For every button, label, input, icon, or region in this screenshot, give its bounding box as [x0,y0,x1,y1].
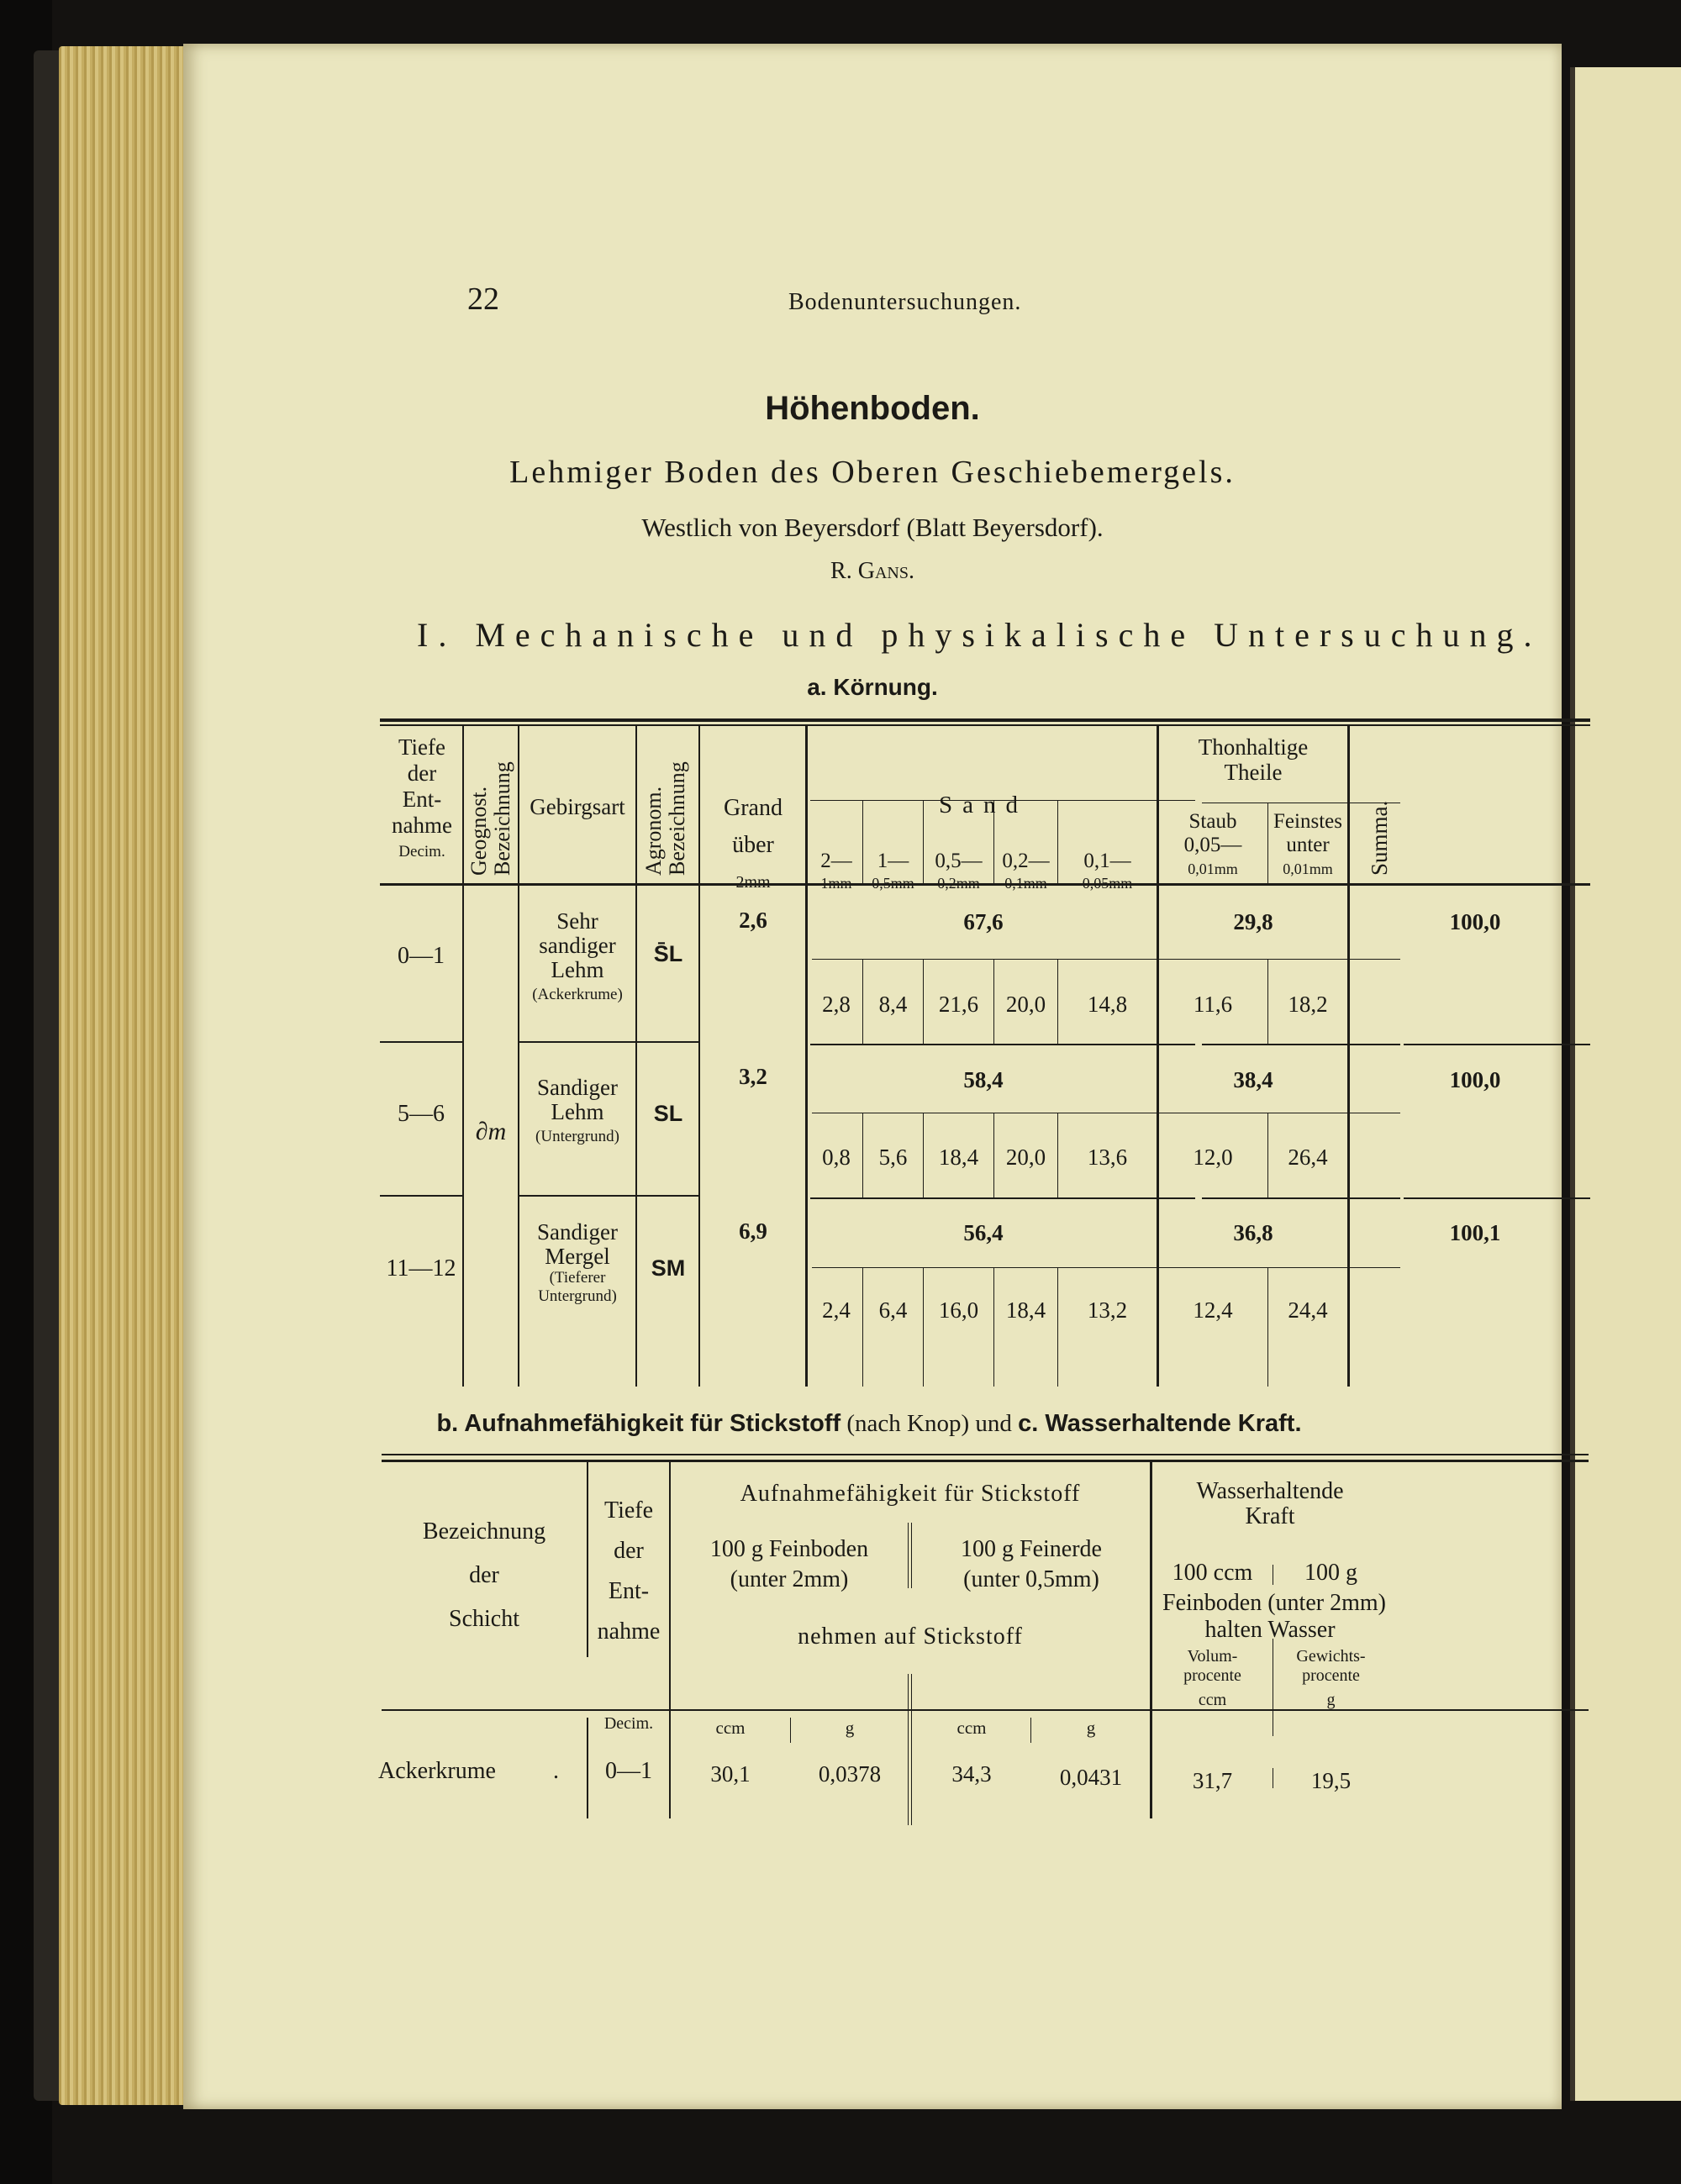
thon-col-unit: 0,01mm [1188,860,1238,877]
row-value-2: 0,0378 [818,1761,882,1787]
row3-thon-total: 36,8 [1233,1220,1273,1245]
header-agronom: Agronom. Bezeichnung [641,761,689,876]
header-tiefe-line: Tiefe [398,734,445,760]
header-100g: 100 g [1304,1560,1357,1586]
thon-col-label: 0,05— [1183,834,1242,856]
sand-col-label: 0,5— [935,850,983,872]
header-tiefe [383,734,461,865]
row-depth: 0—1 [605,1758,652,1784]
col-rule [790,1718,791,1743]
col-rule [1267,1268,1268,1387]
unit-g-2: g [1086,1718,1096,1738]
header-summa: Summa. [1367,800,1392,876]
sand-col-label: 0,1— [1083,850,1131,872]
row1-sand-3: 21,6 [938,992,979,1017]
sand-col-unit: 0,2mm [937,875,980,892]
header-grand [700,790,806,901]
header-line: Tiefe [603,1497,654,1524]
total-sep [812,1267,1400,1268]
header-staub [1159,810,1267,881]
header-gebirgsart: Gebirgsart [530,794,625,819]
header-bezeichnung [382,1510,587,1641]
subtitle: Lehmiger Boden des Oberen Geschiebemergels. [509,455,1236,490]
table-b-top-rule [382,1454,1589,1455]
location: Westlich von Beyersdorf (Blatt Beyersdorf). [641,513,1104,542]
col-rule [462,726,464,1387]
row1-sand-1: 2,8 [822,992,851,1017]
header-tiefe-line: nahme [392,813,452,838]
row-value-5: 31,7 [1192,1768,1233,1793]
row3-sand-total: 56,4 [963,1220,1004,1245]
header-tiefe-unit: Decim. [398,843,445,860]
row2-sand-5: 13,6 [1087,1145,1128,1170]
header-sand-col-3 [924,850,993,894]
col-rule [1347,726,1350,1387]
row-value-4: 0,0431 [1059,1765,1123,1790]
row1-sand-2: 8,4 [878,992,908,1017]
header-tiefe-b [588,1491,669,1652]
thon-col-label: Feinstes [1273,810,1342,833]
row2-sand-1: 0,8 [822,1145,851,1170]
header-gewichts [1274,1647,1388,1710]
row2-rock [519,1076,635,1149]
row-value-3: 34,3 [951,1761,992,1787]
header-wasser [1152,1479,1388,1529]
row3-sand-2: 6,4 [878,1297,908,1323]
header-geognost: Geognost. Bezeichnung [466,761,514,876]
header-feinboden-2mm: Feinboden (unter 2mm) [1162,1590,1386,1616]
header-line: 100 g Feinboden [709,1536,869,1562]
row3-feinstes: 24,4 [1288,1297,1328,1323]
header-unit: ccm [1198,1691,1227,1709]
row-schicht: Ackerkrume [378,1758,496,1784]
rock-line: Lehm [551,957,604,982]
col-rule [635,726,637,1387]
header-tiefe-line: der [407,760,437,786]
row3-summa: 100,1 [1449,1220,1501,1245]
header-100ccm: 100 ccm [1172,1560,1253,1586]
row1-depth: 0—1 [398,943,445,969]
row2-depth: 5—6 [398,1101,445,1127]
header-thon-line: Thonhaltige [1198,734,1309,760]
row1-staub: 11,6 [1193,992,1233,1017]
row3-grand: 6,9 [739,1218,767,1244]
header-feinboden [671,1534,908,1595]
geognost-symbol: ∂m [475,1118,507,1145]
row3-sand-1: 2,4 [822,1297,851,1323]
col-rule [911,1523,912,1588]
caption-c: c. Wasserhaltende Kraft. [1018,1410,1302,1437]
row-sep [519,1195,700,1197]
table-b-caption [264,1410,1474,1438]
caption-b: b. Aufnahmefähigkeit für Stickstoff [436,1410,841,1437]
header-line: 100 g Feinerde [961,1536,1102,1562]
header-grand-line: über [732,832,774,858]
header-aufnahme: Aufnahmefähigkeit für Stickstoff [740,1481,1081,1507]
page-edges [59,46,193,2105]
row1-grand: 2,6 [739,908,767,933]
row-sep [1202,1197,1400,1199]
header-halten: halten Wasser [1204,1617,1336,1643]
sand-col-unit: 0,5mm [872,875,914,892]
row1-sand-total: 67,6 [963,909,1004,934]
row1-sand-4: 20,0 [1005,992,1046,1017]
header-line: procente [1302,1666,1360,1685]
row2-sand-4: 20,0 [1005,1145,1046,1170]
rock-line: Sehr [556,908,598,934]
total-sep [812,959,1400,960]
header-line: (unter 2mm) [730,1566,849,1592]
row-value-6: 19,5 [1310,1768,1352,1793]
col-rule [908,1523,909,1588]
row-value-1: 30,1 [710,1761,751,1787]
header-thon [1159,734,1347,785]
header-nehmen: nehmen auf Stickstoff [798,1624,1023,1650]
row-sep [810,1044,1195,1045]
header-unit: g [1326,1691,1336,1709]
page-title: Höhenboden. [765,390,980,427]
row2-sand-2: 5,6 [878,1145,908,1170]
row1-rock [519,909,635,1007]
table-b-top-rule-thick [382,1460,1589,1462]
header-line: Wasserhaltende [1196,1478,1344,1504]
table-a-top-rule [380,718,1590,722]
header-line: procente [1183,1666,1241,1685]
col-rule [993,1268,994,1387]
thon-col-label: unter [1286,834,1330,856]
header-line: Gewichts- [1296,1647,1366,1666]
row2-sand-total: 58,4 [963,1067,1004,1092]
row1-agronom: S̄L [653,941,683,966]
rock-line: Sandiger [537,1219,618,1245]
row-sep [380,1195,464,1197]
header-feinstes [1268,810,1347,881]
row2-sand-3: 18,4 [938,1145,979,1170]
table-a-caption: a. Körnung. [807,674,938,700]
col-rule [1057,1268,1058,1387]
author: R. Gans. [830,558,914,584]
header-sand-col-1 [810,850,862,894]
row2-agronom: SL [653,1101,683,1126]
row-sep [519,1041,700,1043]
row-sep [1404,1044,1590,1045]
header-feinerde [913,1534,1150,1595]
rock-note: (Ackerkrume) [532,986,623,1003]
row2-staub: 12,0 [1193,1145,1233,1170]
section-heading: I. Mechanische und physikalische Untersuchung. [417,616,1542,654]
table-b-header-rule [382,1709,1589,1711]
col-rule [1030,1718,1031,1743]
row1-feinstes: 18,2 [1288,992,1328,1017]
header-thon-line: Theile [1224,760,1283,785]
rock-line: Lehm [551,1099,604,1124]
header-line: Schicht [449,1606,519,1632]
sand-col-label: 2— [820,850,852,872]
table-a-top-rule-thin [380,724,1590,726]
header-line: nahme [597,1618,661,1645]
row1-summa: 100,0 [1449,909,1501,934]
row-sep [1202,1044,1400,1045]
header-volum [1152,1647,1273,1710]
row2-grand: 3,2 [739,1064,767,1089]
unit-g-1: g [845,1718,855,1738]
rock-line: Mergel [545,1244,610,1269]
col-rule [923,1268,924,1387]
book-page [183,44,1562,2109]
row1-thon-total: 29,8 [1233,909,1273,934]
header-tiefe-b-unit: Decim. [603,1714,654,1733]
row1-sand-5: 14,8 [1087,992,1128,1017]
header-tiefe-line: Ent- [402,787,442,812]
header-sand-col-5 [1058,850,1157,894]
row-schicht-dot: . [553,1758,559,1784]
header-sand-col-2 [863,850,923,894]
rock-note: (Tieferer Untergrund) [538,1269,617,1305]
header-line: Kraft [1245,1503,1295,1529]
running-title: Bodenuntersuchungen. [788,289,1022,315]
header-line: Ent- [608,1578,650,1604]
row3-sand-3: 16,0 [938,1297,979,1323]
sand-col-label: 1— [877,850,909,872]
header-grand-unit: 2mm [735,873,771,892]
page-number: 22 [467,282,499,317]
row2-thon-total: 38,4 [1233,1067,1273,1092]
header-line: der [614,1538,644,1564]
header-sand-col-4 [994,850,1057,894]
sand-col-unit: 0,05mm [1082,875,1133,892]
col-rule [908,1674,909,1825]
header-line: Bezeichnung [422,1518,546,1545]
row3-agronom: SM [651,1255,686,1281]
caption-mid: (nach Knop) und [846,1410,1012,1437]
header-line: der [469,1562,499,1588]
row3-sand-5: 13,2 [1087,1297,1128,1323]
row-sep [810,1197,1195,1199]
rock-note: (Untergrund) [535,1128,619,1145]
thon-col-label: Staub [1188,810,1237,833]
row2-feinstes: 26,4 [1288,1145,1328,1170]
sand-col-unit: 0,1mm [1004,875,1047,892]
row3-staub: 12,4 [1193,1297,1233,1323]
header-grand-line: Grand [724,795,783,821]
col-rule [862,1268,863,1387]
sand-col-unit: 1mm [820,875,852,892]
header-line: (unter 0,5mm) [963,1566,1099,1592]
row-sep [380,1041,464,1043]
col-rule [911,1674,912,1825]
thon-col-unit: 0,01mm [1283,860,1333,877]
rock-line: Sandiger [537,1075,618,1100]
header-line: Volum- [1187,1647,1238,1666]
row2-summa: 100,0 [1449,1067,1501,1092]
sand-col-label: 0,2— [1002,850,1050,872]
row3-rock [519,1220,635,1306]
row-sep [1404,1197,1590,1199]
unit-ccm-1: ccm [715,1718,746,1738]
unit-ccm-2: ccm [956,1718,987,1738]
rock-line: sandiger [539,933,616,958]
header-sand: Sand [939,792,1028,818]
row3-depth: 11—12 [386,1255,456,1281]
row3-sand-4: 18,4 [1005,1297,1046,1323]
